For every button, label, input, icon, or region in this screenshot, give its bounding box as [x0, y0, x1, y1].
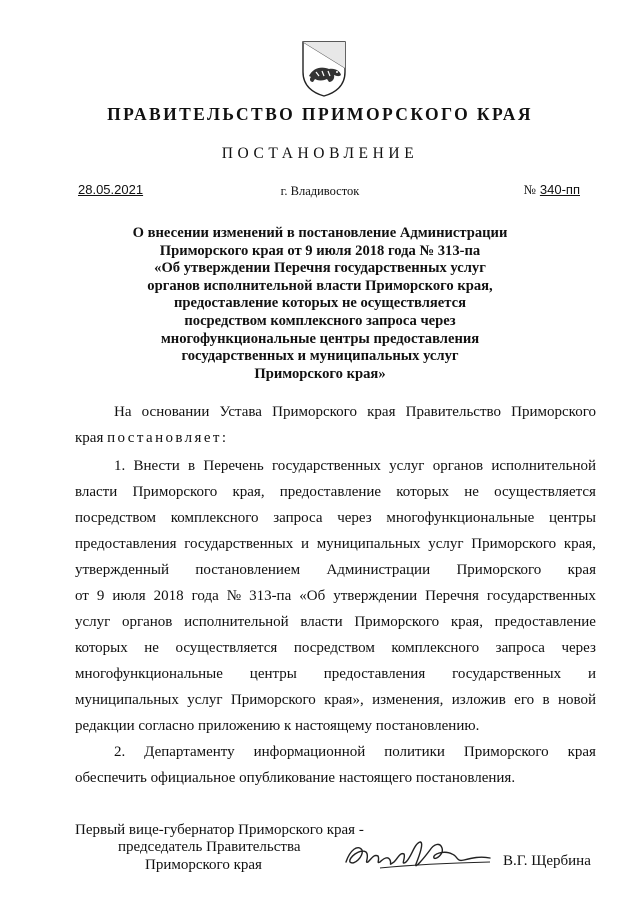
word: исполнительной	[184, 614, 289, 630]
heading-line: Приморского края»	[254, 365, 386, 382]
signer-position-line: Приморского края	[145, 857, 262, 873]
item1-line	[75, 535, 596, 553]
word: исполнительной	[491, 458, 596, 474]
heading-line: государственных и муниципальных услуг	[181, 348, 459, 365]
word: края	[567, 744, 596, 760]
word: предоставления	[323, 666, 426, 682]
coat-of-arms-emblem	[299, 38, 349, 98]
word: Приморского	[463, 744, 549, 760]
word: Приморского	[132, 484, 218, 500]
word: предоставление	[494, 614, 596, 630]
heading-line: предоставление которых не осуществляется	[174, 295, 466, 312]
word: через	[337, 510, 372, 526]
signer-position-line: Первый вице-губернатор Приморского края -	[75, 822, 364, 838]
item1-line	[75, 587, 596, 605]
word: центры	[249, 666, 297, 682]
word: и	[300, 536, 309, 552]
word: Приморского	[230, 692, 316, 708]
word: которых	[75, 640, 128, 656]
word: государственных	[452, 666, 562, 682]
document-number	[523, 182, 580, 198]
handwritten-signature	[340, 832, 500, 876]
word: края	[567, 562, 596, 578]
word: края»,	[324, 692, 364, 708]
word: Приморского	[354, 614, 440, 630]
word: услуг	[75, 614, 111, 630]
item1-line	[75, 561, 596, 579]
word: Приморского	[471, 536, 557, 552]
word: изложив	[451, 692, 506, 708]
word: не	[464, 484, 479, 500]
signer-position-line: председатель Правительства	[118, 839, 301, 855]
word: июля	[112, 588, 146, 604]
word: через	[561, 640, 596, 656]
word: органов	[121, 614, 173, 630]
item1-line	[75, 613, 596, 631]
word: Приморского	[511, 404, 596, 420]
word: №	[226, 588, 242, 604]
heading-line: О внесении изменений в постановление Администрации	[132, 225, 508, 241]
item1-line	[75, 665, 596, 683]
word: осуществляется	[494, 484, 596, 500]
word: посредством	[293, 640, 375, 656]
word: запроса	[273, 510, 323, 526]
word: не	[144, 640, 159, 656]
item1-line	[75, 509, 596, 527]
word: информационной	[253, 744, 366, 760]
word: изменения,	[372, 692, 444, 708]
word: 9	[96, 588, 105, 604]
word: основании	[141, 404, 210, 420]
word: утверждении	[333, 588, 418, 604]
document-type: ПОСТАНОВЛЕНИЕ	[221, 145, 419, 162]
word: Перечня	[425, 588, 479, 604]
word: Устава	[219, 404, 262, 420]
signer-name: В.Г. Щербина	[503, 853, 591, 869]
item1-line	[114, 457, 596, 475]
word: На	[114, 404, 132, 420]
word: власти	[75, 484, 118, 500]
word: услуг	[428, 536, 464, 552]
document-city: г. Владивосток	[280, 184, 360, 198]
heading-line: «Об утверждении Перечня государственных услуг	[154, 260, 486, 277]
word: постановлением	[195, 562, 301, 578]
word: Приморского	[272, 404, 357, 420]
heading-line: Приморского края от 9 июля 2018 года № 313-па	[159, 242, 481, 259]
word: края,	[450, 614, 483, 630]
item1-line	[75, 691, 596, 709]
word: 313-па	[249, 588, 292, 604]
word: услуг	[389, 458, 425, 474]
word: многофункциональные	[386, 510, 535, 526]
word: от	[75, 588, 89, 604]
heading-line: посредством комплексного запроса через	[184, 312, 456, 329]
word: края	[367, 404, 396, 420]
document-date: 28.05.2021	[78, 182, 144, 197]
heading-line: многофункциональные центры предоставления	[160, 330, 480, 347]
word: в	[188, 458, 196, 474]
word: и	[587, 666, 596, 682]
word: государственных	[184, 536, 294, 552]
word: которых	[396, 484, 450, 500]
word: органов	[432, 458, 484, 474]
word: края,	[232, 484, 265, 500]
word: 2018	[153, 588, 184, 604]
word: края,	[563, 536, 596, 552]
item2-line	[114, 743, 596, 761]
word: в	[542, 692, 550, 708]
word: утвержденный	[75, 562, 170, 578]
word: Департаменту	[144, 744, 235, 760]
item1-line	[75, 639, 596, 657]
word: предоставление	[279, 484, 382, 500]
word: 2.	[114, 744, 126, 760]
word: власти	[300, 614, 343, 630]
document-heading	[100, 225, 540, 383]
item1-line: редакции согласно приложению к настоящему постановлению.	[75, 718, 480, 734]
word: услуг	[187, 692, 223, 708]
word: Администрации	[326, 562, 431, 578]
word: комплексного	[170, 510, 259, 526]
item1-line	[75, 483, 596, 501]
word: комплексного	[391, 640, 480, 656]
preamble-line	[75, 429, 596, 447]
word: политики	[384, 744, 445, 760]
word: осуществляется	[175, 640, 278, 656]
word: его	[514, 692, 535, 708]
word: «Об	[299, 588, 326, 604]
word: посредством	[75, 510, 157, 526]
item2-line: обеспечить официальное опубликование настоящего постановления.	[75, 770, 516, 786]
word: запроса	[495, 640, 545, 656]
word: предоставления	[75, 536, 177, 552]
word: многофункциональные	[75, 666, 223, 682]
word: государственных	[271, 458, 381, 474]
word: муниципальных	[316, 536, 421, 552]
preamble-decision-word: постановляет:	[107, 430, 229, 446]
number-value: 340-пп	[539, 182, 580, 197]
word: Приморского	[456, 562, 542, 578]
word: 1.	[114, 458, 126, 474]
preamble-word: края	[75, 430, 104, 446]
word: Правительство	[405, 404, 501, 420]
preamble-line	[114, 403, 596, 421]
word: Перечень	[203, 458, 264, 474]
word: муниципальных	[75, 692, 179, 708]
government-title: ПРАВИТЕЛЬСТВО ПРИМОРСКОГО КРАЯ	[107, 104, 533, 124]
word: центры	[548, 510, 596, 526]
word: года	[191, 588, 219, 604]
heading-line: органов исполнительной власти Приморского края,	[147, 277, 493, 294]
word: новой	[557, 692, 596, 708]
number-prefix: №	[523, 182, 536, 197]
word: государственных	[486, 588, 596, 604]
word: Внести	[133, 458, 180, 474]
